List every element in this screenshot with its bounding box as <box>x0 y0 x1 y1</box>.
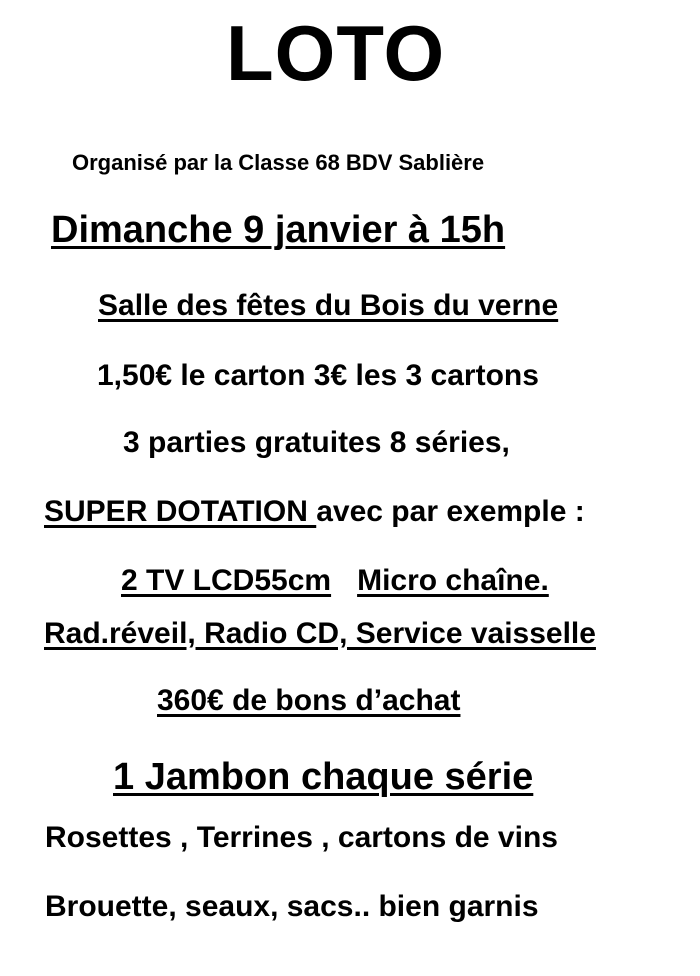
vouchers-text: 360€ de bons d’achat <box>157 684 461 717</box>
prizes-line-2: Rad.réveil, Radio CD, Service vaisselle <box>44 617 596 650</box>
poster-title: LOTO <box>226 9 446 97</box>
card-prices: 1,50€ le carton 3€ les 3 cartons <box>97 359 539 392</box>
extras-line-1: Rosettes , Terrines , cartons de vins <box>45 821 558 854</box>
prize-micro-chaine: Micro chaîne. <box>357 564 549 597</box>
super-dotation-label: SUPER DOTATION <box>44 495 317 528</box>
extras-line-2: Brouette, seaux, sacs.. bien garnis <box>45 890 539 923</box>
event-venue: Salle des fêtes du Bois du verne <box>98 289 559 322</box>
event-date: Dimanche 9 janvier à 15h <box>51 209 506 251</box>
prizes-line-1 <box>121 566 549 596</box>
dotation-line <box>44 497 585 527</box>
jambon-prize: 1 Jambon chaque série <box>113 756 534 798</box>
dotation-rest-text: avec par exemple : <box>316 495 585 528</box>
organizer-text: Organisé par la Classe 68 BDV Sablière <box>72 150 485 175</box>
prize-tv: 2 TV LCD55cm <box>121 564 332 597</box>
free-games-text: 3 parties gratuites 8 séries, <box>123 426 510 459</box>
